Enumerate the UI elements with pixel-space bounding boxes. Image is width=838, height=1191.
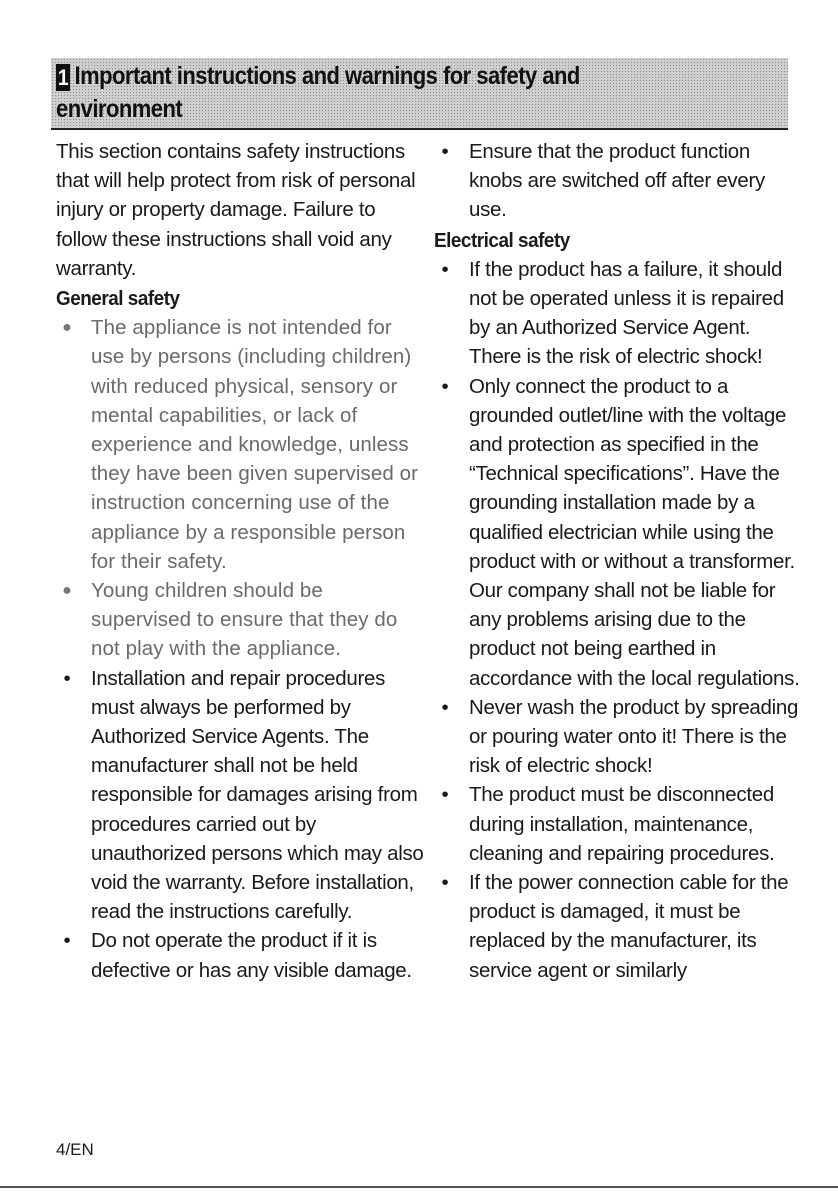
bullet-icon: • xyxy=(63,666,71,690)
general-safety-list xyxy=(56,313,426,985)
list-item: ● Young children should be supervised to ensure that they do not play with the appliance. xyxy=(56,576,426,664)
footer-divider xyxy=(0,1186,838,1188)
list-item: • Ensure that the product function knobs are switched off after every use. xyxy=(434,137,804,225)
electrical-safety-list xyxy=(434,255,804,985)
list-item: • Do not operate the product if it is defective or has any visible damage. xyxy=(56,926,426,984)
list-item: • The product must be disconnected during installation, maintenance, cleaning and repairing procedures. xyxy=(434,780,804,868)
bullet-icon: • xyxy=(441,783,449,807)
bullet-icon: • xyxy=(441,871,449,895)
electrical-safety-heading: Electrical safety xyxy=(434,228,570,252)
header-divider xyxy=(51,128,788,130)
right-column xyxy=(434,137,804,985)
bullet-icon: • xyxy=(441,257,449,281)
left-column xyxy=(56,137,426,985)
continued-list xyxy=(434,137,804,225)
bullet-icon: • xyxy=(441,374,449,398)
bullet-icon: • xyxy=(441,140,449,163)
list-item: • Never wash the product by spreading or pouring water onto it! There is the risk of electric shock! xyxy=(434,693,804,781)
bullet-icon: ● xyxy=(62,582,72,600)
section-title xyxy=(56,60,690,126)
bullet-icon: • xyxy=(63,929,71,953)
bullet-icon: ● xyxy=(62,319,72,337)
general-safety-heading: General safety xyxy=(56,287,180,311)
intro-paragraph: This section contains safety instructions that will help protect from risk of personal injury or property damage. Failure to follow these instructions shall void any warranty. xyxy=(56,140,416,280)
list-item: • If the product has a failure, it should not be operated unless it is repaired by an Authorized Service Agent. There is the risk of electric shock! xyxy=(434,255,804,372)
section-number-badge: 1 xyxy=(57,65,69,90)
list-item: ● The appliance is not intended for use by persons (including children) with reduced physical, sensory or mental capabilities, or lack of experience and knowledge, unless they have been given supervised or instruction concerning use of the appliance by a responsible person for their safety. xyxy=(56,313,426,576)
list-item: • Only connect the product to a grounded outlet/line with the voltage and protection as specified in the “Technical specifications”. Have the grounding installation made by a qualified electrician while using the product with or without a transformer. Our company shall not be liable for any problems arising due to the product not being earthed in accordance with the local regulations. xyxy=(434,372,804,693)
section-title-text: Important instructions and warnings for safety and environment xyxy=(56,62,580,123)
page-number: 4/EN xyxy=(56,1140,94,1159)
bullet-icon: • xyxy=(441,695,449,719)
list-item: • Installation and repair procedures must always be performed by Authorized Service Agents. The manufacturer shall not be held responsible for damages arising from procedures carried out by unauthorized persons which may also void the warranty. Before installation, read the instructions carefully. xyxy=(56,664,426,927)
list-item: • If the power connection cable for the product is damaged, it must be replaced by the manufacturer, its service agent or similarly xyxy=(434,868,804,985)
